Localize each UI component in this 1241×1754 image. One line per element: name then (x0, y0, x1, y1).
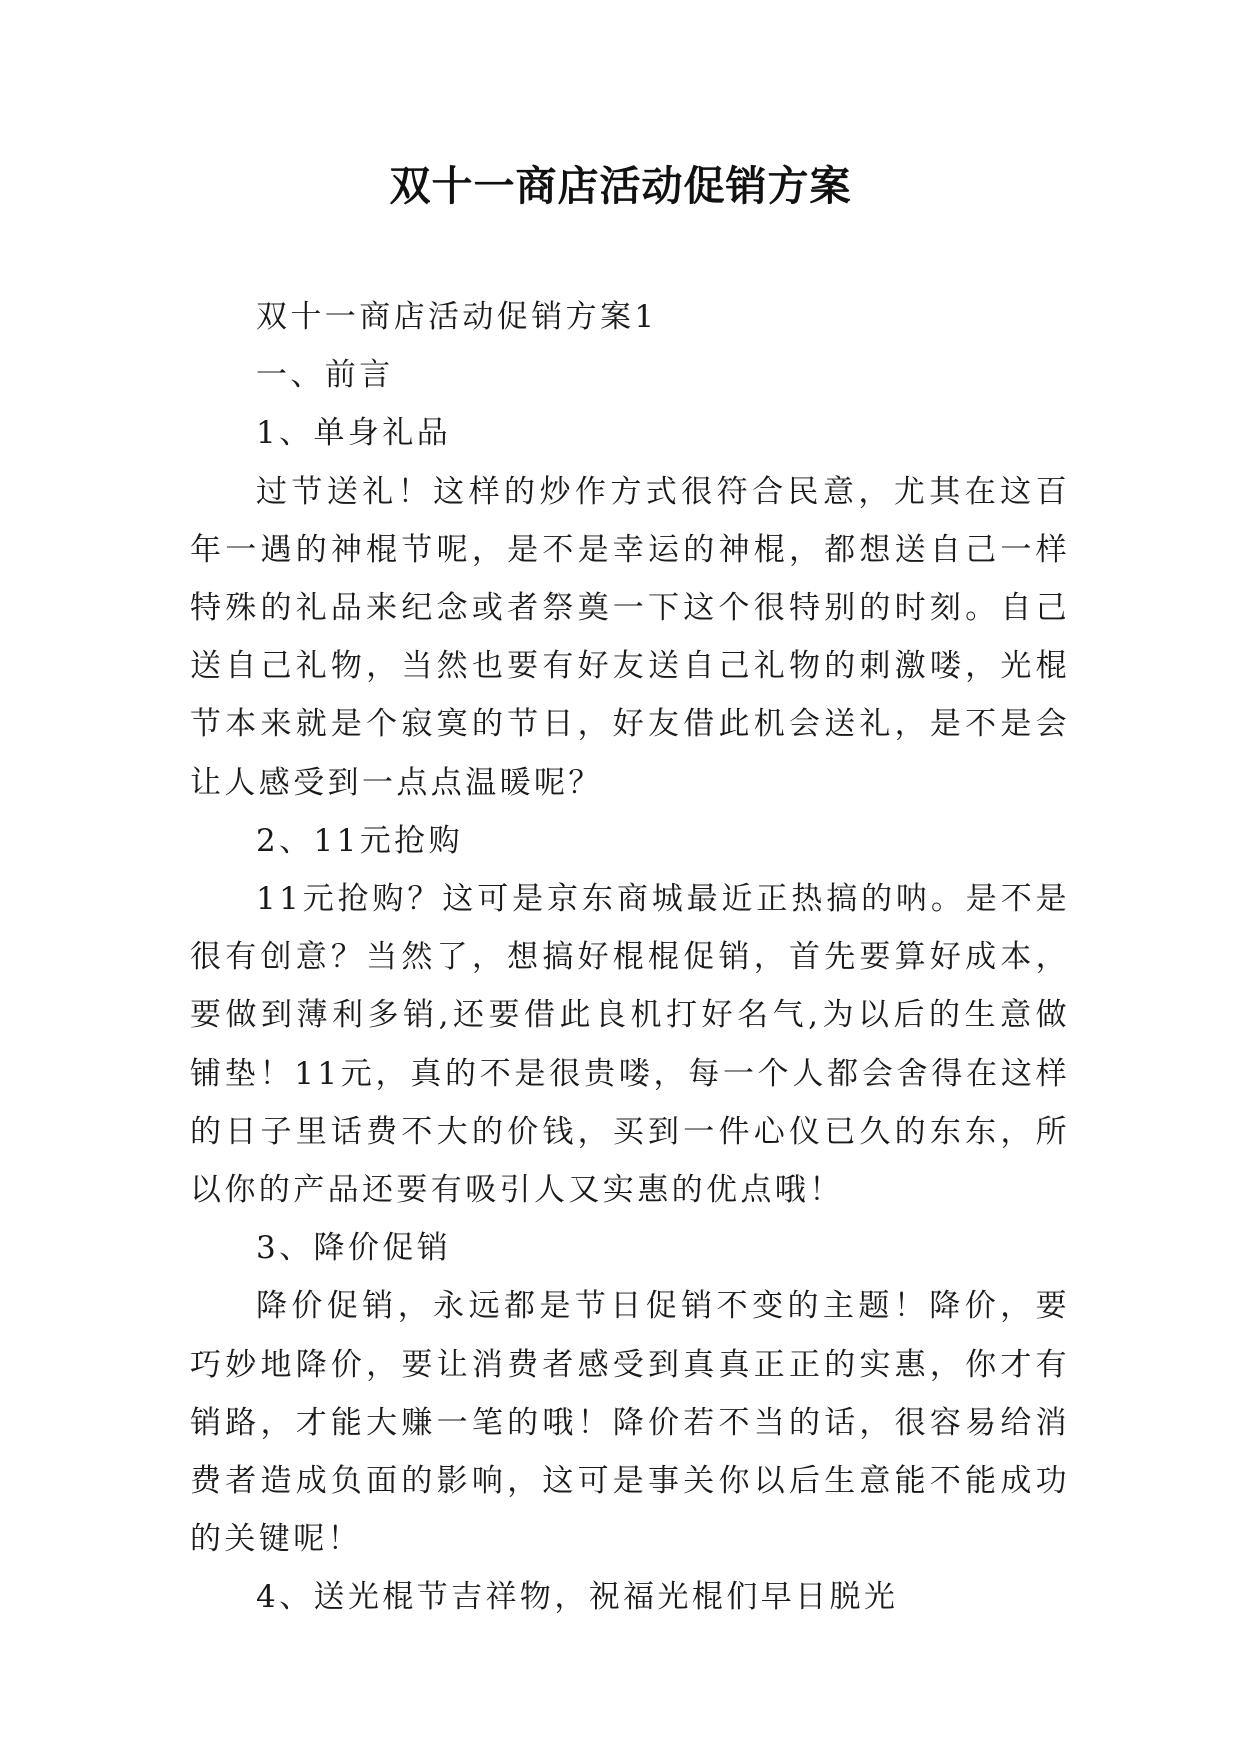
document-title: 双十一商店活动促销方案 (389, 162, 852, 210)
paragraph-item-2-body: 11元抢购？这可是京东商城最近正热搞的呐。是不是很有创意？当然了，想搞好棍棍促销，首先要算好成本，要做到薄利多销,还要借此良机打好名气,为以后的生意做铺垫！11元，真的不是很贵喽，每一个人都会舍得在这样的日子里话费不大的价钱，买到一件心仪已久的东东，所以你的产品还要有吸引人又实惠的优点哦！ (190, 881, 1070, 1209)
document-body (190, 288, 1070, 1627)
paragraph-item-3-body: 降价促销，永远都是节日促销不变的主题！降价，要巧妙地降价，要让消费者感受到真真正正的实惠，你才有销路，才能大赚一笔的哦！降价若不当的话，很容易给消费者造成负面的影响，这可是事关你以后生意能不能成功的关键呢！ (190, 1288, 1070, 1558)
paragraph-item-4-heading: 4、送光棍节吉祥物，祝福光棍们早日脱光 (256, 1579, 899, 1616)
paragraph-preface-heading: 一、前言 (256, 357, 394, 394)
paragraph-item-2-heading: 2、11元抢购 (256, 822, 463, 859)
paragraph-item-3-heading: 3、降价促销 (256, 1230, 452, 1267)
paragraph-section-heading: 双十一商店活动促销方案1 (256, 299, 658, 335)
paragraph-item-1-body: 过节送礼！这样的炒作方式很符合民意，尤其在这百年一遇的神棍节呢，是不是幸运的神棍，都想送自己一样特殊的礼品来纪念或者祭奠一下这个很特别的时刻。自己送自己礼物，当然也要有好友送自己礼物的刺激喽，光棍节本来就是个寂寞的节日，好友借此机会送礼，是不是会让人感受到一点点温暖呢？ (190, 473, 1070, 801)
paragraph-item-1-heading: 1、单身礼品 (256, 415, 452, 452)
